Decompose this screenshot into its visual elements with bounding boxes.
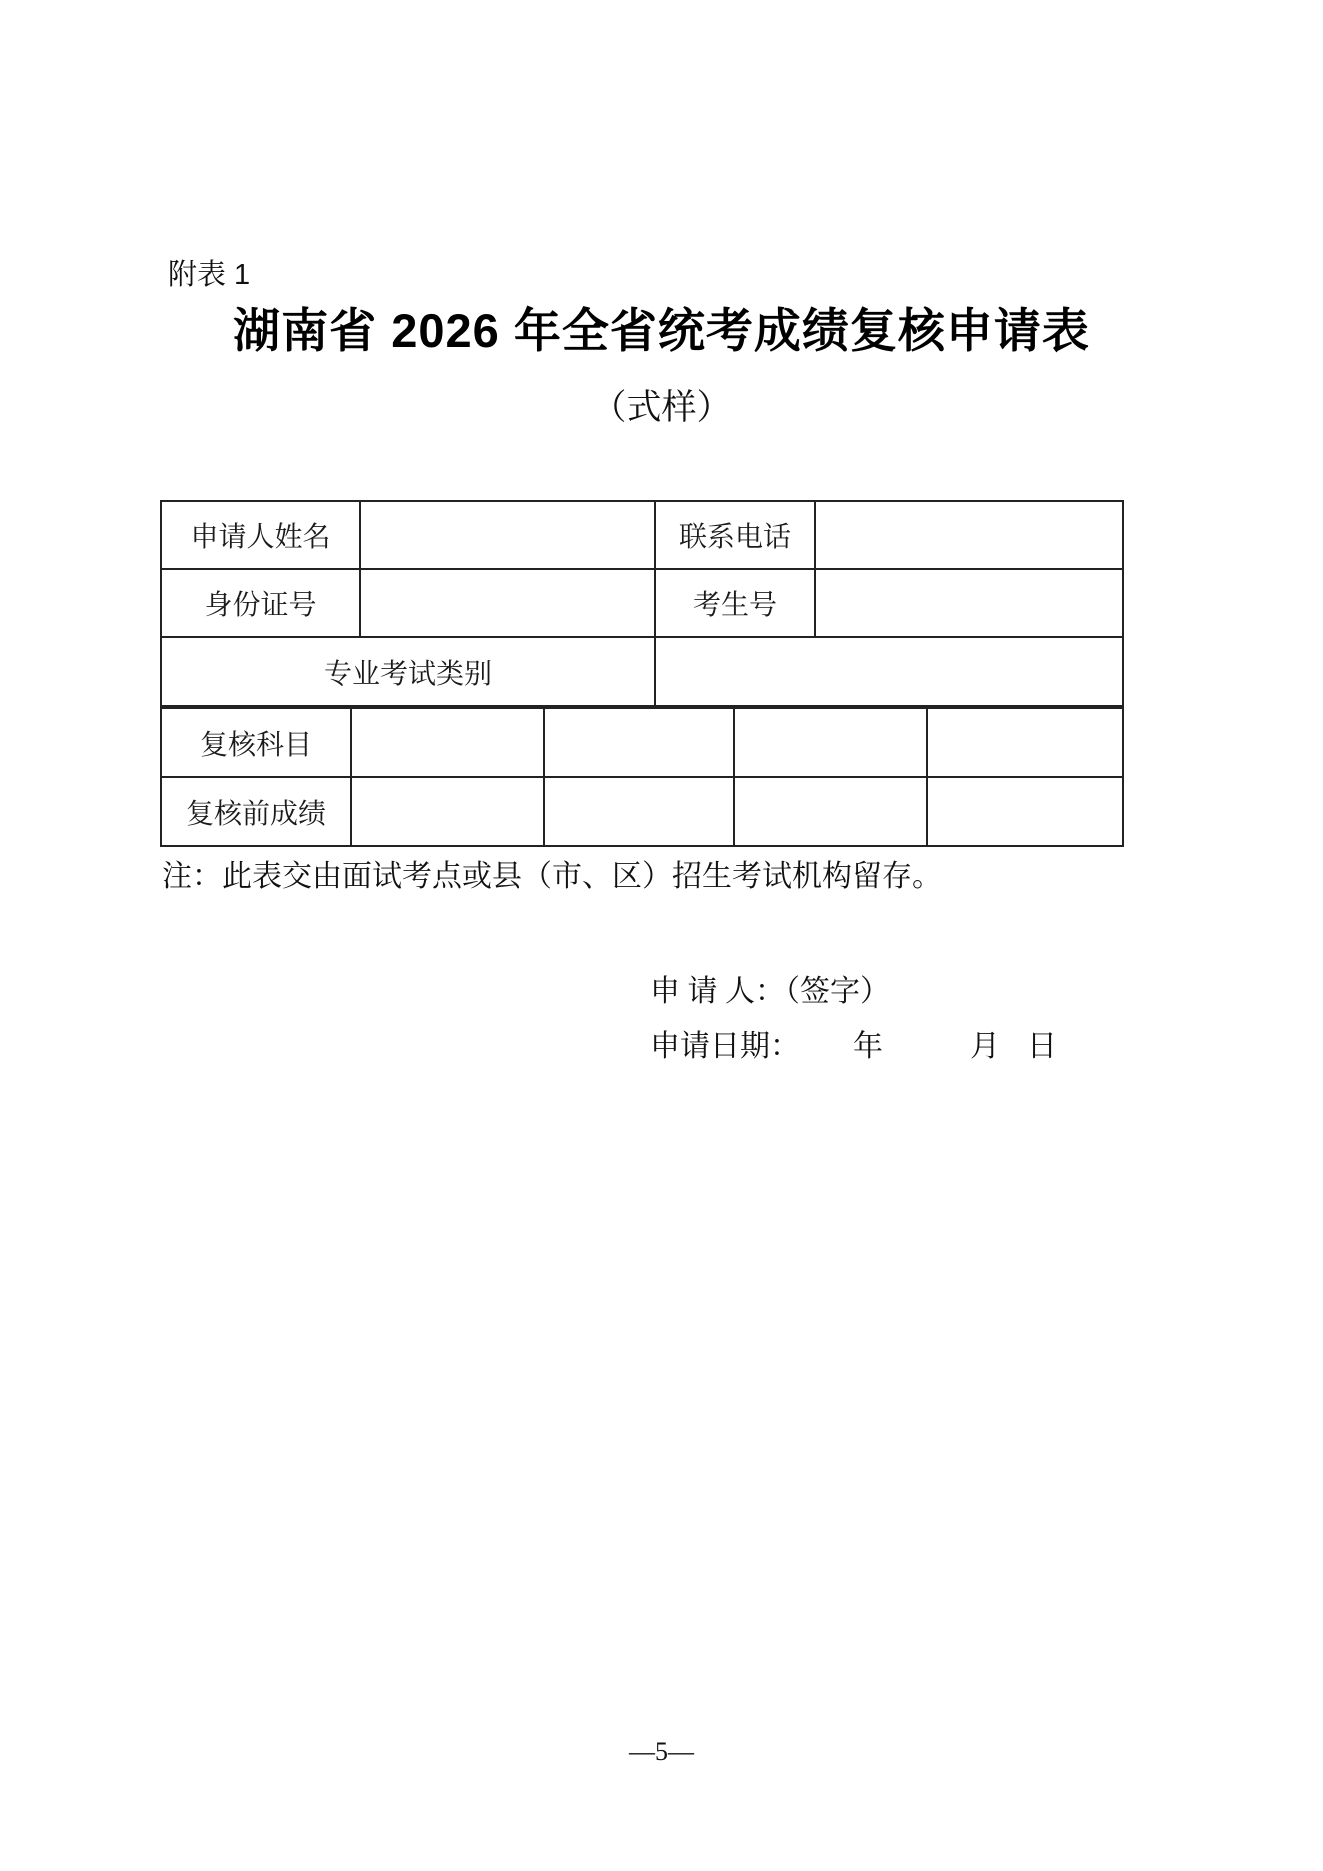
field-value-exam-category — [655, 637, 1123, 706]
row-review-subject — [161, 708, 1123, 777]
field-value-pre-review-score-4 — [927, 777, 1123, 846]
field-value-id-number — [360, 569, 655, 637]
application-form-table — [160, 500, 1122, 847]
row-exam-category — [161, 637, 1123, 706]
field-label-contact-phone: 联系电话 — [655, 501, 815, 569]
field-label-id-number: 身份证号 — [161, 569, 360, 637]
field-value-candidate-number — [815, 569, 1123, 637]
form-table-upper — [160, 500, 1124, 707]
field-value-pre-review-score-1 — [351, 777, 544, 846]
field-label-pre-review-score: 复核前成绩 — [161, 777, 351, 846]
application-date-line — [650, 1021, 1120, 1063]
date-month-char: 月 — [970, 1030, 1000, 1063]
page-title: 湖南省 2026 年全省统考成绩复核申请表 — [233, 304, 1090, 357]
applicant-signature-line: 申 请 人：（签字） — [650, 975, 890, 1008]
field-value-review-subject-4 — [927, 708, 1123, 777]
field-value-review-subject-2 — [544, 708, 734, 777]
form-table-lower — [160, 707, 1124, 847]
field-value-review-subject-3 — [734, 708, 927, 777]
date-day-char: 日 — [1027, 1030, 1057, 1063]
field-value-contact-phone — [815, 501, 1123, 569]
field-value-review-subject-1 — [351, 708, 544, 777]
page-subtitle: （式样） — [591, 388, 732, 427]
field-value-pre-review-score-2 — [544, 777, 734, 846]
row-pre-review-score — [161, 777, 1123, 846]
field-label-applicant-name: 申请人姓名 — [161, 501, 360, 569]
field-value-pre-review-score-3 — [734, 777, 927, 846]
note-text: 注：此表交由面试考点或县（市、区）招生考试机构留存。 — [162, 860, 942, 893]
appendix-label: 附表 1 — [168, 259, 251, 291]
date-line-label: 申请日期： — [650, 1030, 800, 1063]
field-label-review-subject: 复核科目 — [161, 708, 351, 777]
row-name-phone — [161, 501, 1123, 569]
page-number: —5— — [629, 1737, 694, 1766]
row-id-candidate — [161, 569, 1123, 637]
date-year-char: 年 — [853, 1030, 883, 1063]
field-label-candidate-number: 考生号 — [655, 569, 815, 637]
field-value-applicant-name — [360, 501, 655, 569]
field-label-exam-category: 专业考试类别 — [161, 637, 655, 706]
